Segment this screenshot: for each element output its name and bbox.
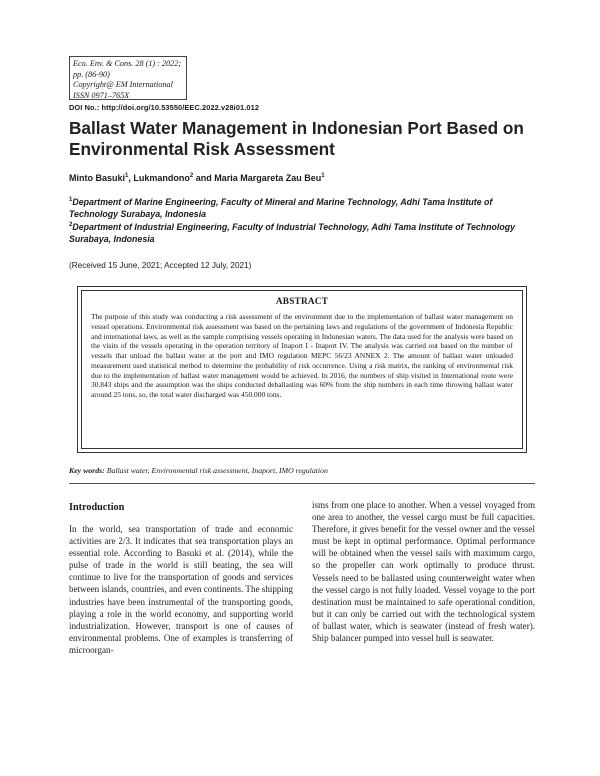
author-separator: and <box>193 173 215 183</box>
author-name: Lukmandono <box>133 173 190 183</box>
author-affil-mark: 1 <box>125 173 129 179</box>
abstract-inner-frame <box>81 290 523 449</box>
journal-copyright: Copyright@ EM International <box>73 80 173 89</box>
author-separator: , <box>128 173 134 183</box>
keywords-text: Ballast water, Environmental risk assessment, Inaport, IMO regulation <box>106 466 328 475</box>
received-dates: (Received 15 June, 2021; Accepted 12 July, 2021) <box>69 261 252 270</box>
introduction-heading: Introduction <box>69 502 125 513</box>
introduction-right-column: isms from one place to another. When a vessel voyaged from one area to another, the vessel cargo must be full capacities. Therefore, it gives benefit for the vessel owner and the vessel must be kept in optimal performance. Optimal performance will be obtained when the vessel sails with maximum cargo, so the propeller can work optimally to produce thrust. Vessels need to be ballasted using counterweight water when the vessel cargo is not fully loaded. Vessel voyage to the port destination must be maintained to safe operational condition, but it can only be carried out with the technological system of ballast water, which is seawater (instead of fresh water). Ship balancer pumped into vessel hull is seawater. <box>312 500 535 644</box>
author-name: Minto Basuki <box>69 173 126 183</box>
affiliations <box>69 195 539 245</box>
author-affil-mark: 1 <box>321 173 325 179</box>
affiliation-item <box>69 195 539 220</box>
introduction-left-column: In the world, sea transportation of trade and economic activities are 2/3. It indicates that sea transportation plays an essential role. According to Basuki et al. (2014), while the pulse of trade in the world is still beating, the sea will continue to live for the transportation of goods and services between islands, countries, and even continents. The shipping industries have been instrumental of the transporting goods, playing a role in the world economy, and supporting world industrialization. However, transport is one of causes of environmental problems. One of examples is transferring of microorgan- <box>69 524 293 655</box>
affiliation-mark: 2 <box>69 222 73 229</box>
paper-title: Ballast Water Management in Indonesian Port Based on Environmental Risk Assessment <box>69 118 524 159</box>
doi-link[interactable]: DOI No.: http://doi.org/10.53550/EEC.2022.v28i01.012 <box>69 103 260 112</box>
author-list <box>69 173 325 183</box>
affiliation-text: Department of Industrial Engineering, Faculty of Industrial Technology, Adhi Tama Institute of Technology Surabaya, Indonesia <box>69 222 515 244</box>
affiliation-item <box>69 220 539 245</box>
section-divider <box>69 483 535 484</box>
affiliation-text: Department of Marine Engineering, Faculty of Mineral and Marine Technology, Adhi Tama Institute of Technology Surabaya, Indonesia <box>69 196 493 219</box>
keywords-label: Key words: <box>69 466 105 475</box>
author-name: Maria Margareta Zau Beu <box>214 173 322 183</box>
journal-citation: Eco. Env. & Cons. 28 (1) : 2022; pp. (86-90) <box>73 59 182 79</box>
keywords <box>69 466 539 475</box>
author-affil-mark: 2 <box>189 173 194 179</box>
abstract-text: The purpose of this study was conducting a risk assessment of the environment due to the implementation of ballast water management on vessel operations. Environmental risk assessment was based on the pertaining laws and regulations of the government of Indonesia Republic and international laws, as well as the sample comprising vessels operating in Indonesian waters. The data used for the analysis were based on the visits of the vessels operating in the operation territory of Inaport I - Inaport IV. The analysis was carried out based on the number of vessels that unload the ballast water at the port and IMO regulation MEPC 56/23 ANNEX 2. The amount of ballast water unloaded measurement used statistical method to determine the probability of risk occurrence. Using a risk matrix, the ranking of environmental risk due to the implementation of ballast water management would be achieved. In 2016, the numbers of ship visited in International route were 30.843 ships and the assumption was the ships conducted deballasting was 60% from the ship numbers in each time throwing ballast water around 25 tons, so, the total water discharged was 450.000 tons. <box>91 312 513 399</box>
journal-info-box <box>69 56 187 100</box>
affiliation-mark: 1 <box>69 197 73 203</box>
journal-issn: ISSN 0971–765X <box>73 90 130 100</box>
abstract-heading: ABSTRACT <box>275 297 329 307</box>
abstract-box <box>77 286 527 453</box>
